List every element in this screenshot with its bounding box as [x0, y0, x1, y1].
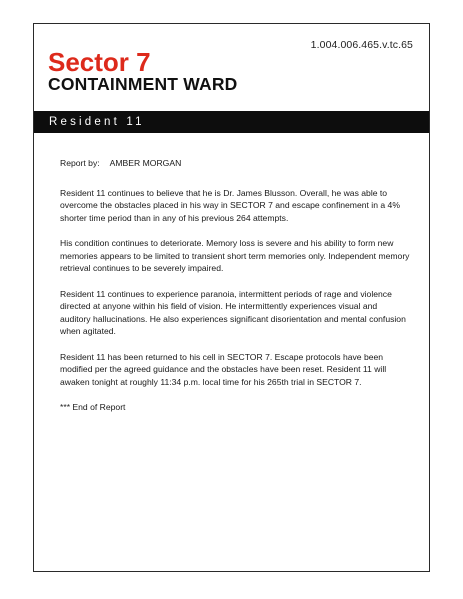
report-by-line — [60, 157, 410, 170]
report-paragraph: Resident 11 continues to believe that he is Dr. James Blusson. Overall, he was able to overcome the obstacles placed in his way in SECTOR 7 and escape confinement in a 4% shorter time period than in any of his previous 264 attempts. — [60, 187, 400, 223]
report-body — [60, 157, 410, 414]
end-of-report: *** End of Report — [60, 402, 126, 412]
report-paragraph: Resident 11 has been returned to his cell in SECTOR 7. Escape protocols have been modified per the agreed guidance and the obstacles have been reset. Resident 11 will awaken tonight at roughly 11:34 p.m. local time for his 265th trial in SECTOR 7. — [60, 351, 387, 387]
report-paragraph: Resident 11 continues to experience paranoia, intermittent periods of rage and violence directed at anyone within his field of vision. He intermittently experiences visual and auditory hallucinations. He also experiences significant disorientation and mental confusion when agitated. — [60, 288, 406, 336]
report-author: AMBER MORGAN — [109, 158, 182, 168]
report-paragraph: His condition continues to deteriorate. Memory loss is severe and his ability to form new memories appears to be limited to transient short term memories only. Independent memory retrieval continues to be severely impaired. — [60, 238, 410, 273]
ward-title: CONTAINMENT WARD — [48, 74, 238, 94]
sector-title: Sector 7 — [48, 47, 151, 77]
resident-banner — [34, 111, 429, 133]
report-page — [33, 23, 430, 572]
report-by-label: Report by: — [60, 158, 100, 168]
document-code: 1.004.006.465.v.tc.65 — [310, 39, 413, 51]
resident-label: Resident 11 — [49, 116, 145, 128]
